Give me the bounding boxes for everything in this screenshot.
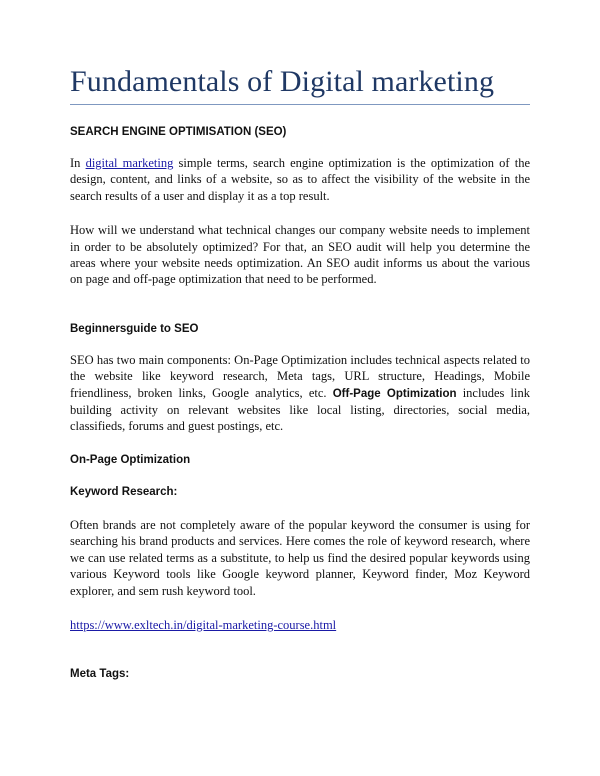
digital-marketing-link[interactable]: digital marketing [85,156,174,170]
title-underline [70,104,530,105]
off-page-bold: Off-Page Optimization [332,387,457,400]
heading-keyword-research: Keyword Research: [70,485,178,498]
section-heading-seo: SEARCH ENGINE OPTIMISATION (SEO) [70,126,287,138]
paragraph-seo-definition [70,155,530,204]
paragraph-seo-audit: How will we understand what technical changes our company website needs to implement in order to be absolutely optimized? For that, an SEO audit will help you determine the areas where your website needs optimization. An SEO audit informs us about the various on page and off-page optimization that need to be performed. [70,223,530,287]
heading-on-page-optimization: On-Page Optimization [70,453,191,466]
course-link[interactable]: https://www.exltech.in/digital-marketing-course.html [70,617,337,632]
para1-rest: simple terms, search engine optimization is the optimization of the design, content, and links of a website, so as to affect the visibility of the website in the search results of a user and display it as a top result. [70,156,530,203]
paragraph-keyword-research: Often brands are not completely aware of the popular keyword the consumer is using for searching his brand products and services. Here comes the role of keyword research, where we can use related terms as a substitute, to help us find the desired popular keywords using various Keyword tools like Google keyword planner, Keyword finder, Moz Keyword explorer, and sem rush keyword tool. [70,517,530,598]
heading-beginners-guide: Beginnersguide to SEO [70,322,199,335]
para3-lead: SEO has two main components: On-Page Optimization includes technical aspects related to the website like keyword research, Meta tags, URL structure, Headings, Mobile friendliness, broken links, Google analytics, etc. [70,352,530,400]
heading-meta-tags: Meta Tags: [70,668,130,681]
course-link-paragraph [70,617,530,633]
page-title: Fundamentals of Digital marketing [70,65,495,98]
para1-lead: In [70,156,86,170]
paragraph-seo-components [70,352,530,435]
para3-rest: includes link building activity on relevant websites like local listing, directories, social media, classifieds, forums and guest postings, etc. [70,385,530,434]
